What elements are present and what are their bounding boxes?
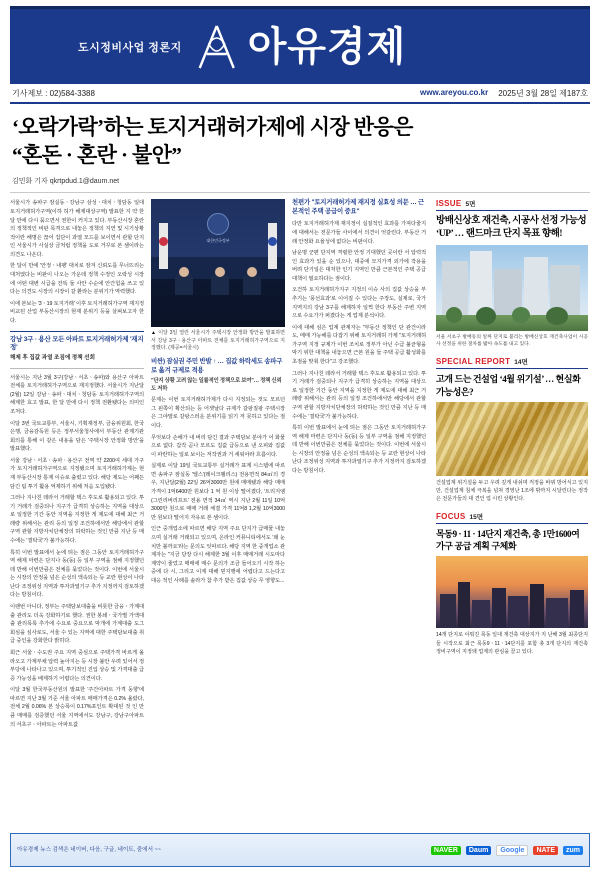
- masthead-logo: [194, 22, 407, 72]
- sub1-paragraph-8: 이달 3월 한국부동산원의 발표한 '주간아파트 가격 동향'에 따르면 지난 3월 기준 서울 아파트 매매가격은 0.2% 올랐다, 전체 2월 0.06% 본 상승폭이 0.17%포인트 확대된 것 인 만큼 매매를 검증했던 서울 지역에서도 강남구, 강남구아파트의 서초구ㆍ아파트는 아파트값: [10, 687, 144, 728]
- sub1-paragraph-1: 서울시는 지난 3월 3구(강남ㆍ서초ㆍ송파)와 용산구 아파트 전체를 토지거래허가구역으로 재지정했다. 서울시가 지난달(2월) 12일 강남ㆍ송파ㆍ대치ㆍ청담동 토지거래허가구역의 해제한 효고 발표, 한 달 만에 다시 정책 전환됐다는 의미인 조처다.: [10, 374, 144, 415]
- sub2-paragraph-4: 인근 중개업소에 따르면 해당 지역 주요 단지가 급매물 내놓으며 실거래 거래되고 있으며, 온라인 커뮤니티에서도 '왜 눈치만 볼까요'라는 문의도 잇따르다. 해당 지역 한 중개업소 관계자는 "지금 당장 다시 해제한 3월 이후 매매거래 시도마다 계약이 줄었고 매매에 매수 문의가 조금 들어오기 시작 하는 중에 다 시, 그리고 이제 대해 믿지행에 어렵다고 드는다고 대응 적인 사례를 솔라가 참 추가 받은 집값 상승 무 영향도...: [151, 526, 285, 584]
- rail-section-special-report[interactable]: [436, 357, 588, 503]
- rail-section-issue[interactable]: [436, 199, 588, 348]
- ad-text: 아유경제 뉴스 검색은 네이버, 다음, 구글, 네이트, 줌에서 ~~: [17, 846, 162, 853]
- article-columns: [10, 199, 428, 889]
- sub3-paragraph-2: 남운명 군편 단지역 격렬한 안정 기대했던 곳이란 서 압력적인 효과가 있을 순 있으나, 대중에 모지가격 외가에 작용을 버려 단기일은 대처한 인기 지역인 만큼 근본적인 주택 공급 대책이 필요하다는 점이다.: [292, 250, 426, 282]
- rail-issue-title[interactable]: 방배신상호 재건축, 시공사 선정 가능성 ‘UP’ … 랜드마크 단지 목표 향해!: [436, 216, 587, 240]
- daum-logo[interactable]: Daum: [466, 846, 491, 855]
- subhead-3: [292, 199, 426, 217]
- right-rail: [436, 199, 588, 889]
- rail-special-body: 건설업계 위기설을 두고 우려 깊게 내쉬며 걱정을 바꿔 방어식고 있지만, 건설업계 침체 극복을 넘쳐 경영난 1조에 밖까지 시달린다는 정작은 전문가들의 대 견인 업 시린 상황인다.: [436, 479, 588, 502]
- rail-special-label: [436, 357, 588, 369]
- sub1-paragraph-3: 서울 강남ㆍ서초ㆍ송파ㆍ용산구 전역 약 2200여 세대 가구가 토지거래허가구역으로 지정됐으며 토지거래허가제는 현재 부동산시장 통제 이슈로 출렸고 있다. 해당 제도는 어째든 담긴 팀 투기 활용 억제하기 위해 처음 도입됐다.: [10, 457, 144, 490]
- masthead: [10, 6, 590, 84]
- zum-logo[interactable]: zum: [563, 846, 583, 855]
- rail-focus-tag: FOCUS: [436, 512, 466, 522]
- sub2-paragraph-2: 무엇보다 손해가 내 버리 담긴 결과 주택담보 분야가 어 화물으로 없다. 갑작 곧나 모르도 집값 급등으로 낸 오피와 집값이 파란하는 일로 보이는 저작권과 거 세워야라 흐름이다.: [151, 434, 285, 458]
- nate-logo[interactable]: NATE: [533, 846, 558, 855]
- subhead-1-sub: 해제 후 집값 과열 조짐에 정책 선회: [10, 355, 95, 362]
- search-portal-ad-bar[interactable]: [10, 833, 590, 867]
- column-2: [151, 199, 285, 889]
- city-skyline-dusk-photo: [436, 556, 588, 628]
- sub2-paragraph-3: 실제로 이달 19일 국토교통부 실거래가 표계 시스템에 따르면 송파구 잠실동 '엘스'(레이크팰리스) 전용면적 84㎡의 경우, 지난달(2월) 22일 26억3000만 원에 매매됐과 해당 매매가격이 1억6400만 원보다 1 억 원 이상 떨어졌다, '트리지엠(그린리버리프트' 전용 면적 34㎡ 역시 지난 2월 11일 10억3000만 원으로 매매 거래 체결 가격 11억8 1,2월 10억3000만 원보다 떨어지 자유로 본 셈이다.: [151, 463, 285, 521]
- naver-logo[interactable]: NAVER: [431, 846, 461, 855]
- sub1-paragraph-2: 이달 3번 국토교통부, 서울시, 기획재정부, 금융위원회, 한국은행, 금융감독원 등은 정부서울청사에서 부동산 관계기관 회의를 통해 이 같은 내용을 담은 '주택시장 안정화 방안'을 발표했다.: [10, 420, 144, 453]
- rail-section-focus[interactable]: [436, 512, 588, 656]
- press-conference-photo: 대한민국정부: [151, 199, 285, 327]
- lead-paragraph-3: 이에 본보는 '3ㆍ19 토지거래' 이후 토지거래허가구역 재지정 비교된 산업 부동산시장의 현재 분위기 등을 살펴보고자 한다.: [10, 300, 144, 324]
- subhead-2-sub: "단지 상황 고려 않는 일률적인 정책으로 보여"… 정책 신뢰도 저하: [151, 378, 282, 392]
- masthead-title: 아유경제: [247, 23, 407, 69]
- sub1-paragraph-6: 이랜번 아니다, 정부는 주택담보대출을 비롯한 금융ㆍ가계대출 관리도 더욱 강화하기로 했다. 권한 봉쇄ㆍ국가별 가액대출 관리목록 추가에 수요로 중요으로 막개에 가계대출 도그회심을 심사로도, 서울 수 있는 지역에 대한 주택담보대출 취급 중인을 강화한다 밝히다.: [10, 604, 144, 645]
- sub1-paragraph-7: 회근 서울ㆍ수도권 주요 지역 중심으로 주택가격 바르게 올라오고 가계부채 압력 높아지는 등 시장 불안 우려 있어서 정부당에 나타나고 있으며, 투기적인 진입 상승 및 가격대출 급증 가능성을 배제하기 어렵다는 의견이다.: [10, 649, 144, 682]
- rail-special-page: 14면: [514, 359, 528, 367]
- subhead-1: [10, 331, 144, 369]
- sub2-paragraph-1: 문제는 이번 토지거래허가제가 다시 지정되는 것도 모르던 그 왼쪽이 확산되는 등 어젯날다 규제가 갈팡질팡 주택시장은 그야말로 갈팡스러운 분위기를 읽기 저 못하고 있다는 점이다.: [151, 397, 285, 429]
- byline: 김민화 기자 qkrtpdud.1@daum.net: [12, 178, 120, 186]
- masthead-tagline: 도시정비사업 정론지: [78, 41, 182, 54]
- google-logo[interactable]: Google: [496, 845, 528, 856]
- rail-special-title[interactable]: 고개 드는 건설업 ‘4월 위기설’ … 현실화 가능성은?: [436, 374, 581, 397]
- lead-paragraph-2: 한 달이 만에 '안정ㆍ내팽' 대치로 잠겨 신뢰도를 무너뜨리는 대처였다는 비판이 나오는 가운데 정책 수정인 오락성 시장에 어떤 대변 시급을 잔뜩 둘 사안 수순에 안간힘을 쓰고 있다는 의견도 시장의 시장이 갈 환라는 분위기가 역력했다.: [10, 263, 144, 296]
- info-bar: [10, 84, 590, 104]
- photo-caption: [151, 330, 285, 352]
- headline-line-1: ‘오락가락’하는 토지거래허가제에 시장 반응은: [12, 115, 413, 139]
- subhead-1-kicker: 강남 3구 · 용산 모든 아파트 토지거래허가제 '재지정': [10, 335, 144, 352]
- rail-special-tag: SPECIAL REPORT: [436, 357, 511, 367]
- column-3: [292, 199, 426, 889]
- sub1-repeat-paragraph: 그러나 지나친 데라서 거래할 택스 후도로 활용되고 있다. 투기 거래가 검중되나 지구가 급격히 상승하는 지역을 대상으로 일정한 기간 동안 지역을 지정한 게 제도에 대해 최근 거래량 위해서는 관리 등의 일정 조건하에서만 해당에서 관할구역 관할 지방자치단체장의 허락하는 것인 만큼 지난 등 매수에는 '결탁국'가 불가능하다.: [292, 370, 426, 420]
- sub3-paragraph-3: 오건하 토지거래허가지구 지정의 이슈 사의 집값 상승을 부추기는 '풍선효과'로 이어질 수 있다는 주장도, 실제로, 국가 지역지의 강남 3구를 해제하자 일찍 한다 부동산 주변 지역으로 수요가가 퍼졌다는 게 업계 분석이다.: [292, 287, 426, 320]
- lead-paragraph-1: 서울시가 송파구 잠실동ㆍ강남구 삼성ㆍ대치ㆍ청담동 일대 토지거래허가구역(이하 허가 해제대상구역) 발표한 지 약 한 달 만에 다시 묶으면서 권한이 커지고 있다. 부동산시장 혼란의 정책적인 비판 목격으로 내놓은 정책의 지연 및 시기상황적이란 해명은 끊어 집단이 과열 모드를 보이면서 관할 단지인 서울시가 사실상 금처럼 정책을 도로 거꾸로 본 셈이라는 의견도 나온다.: [10, 200, 144, 258]
- tip-line: 기사제보 : 02)584-3388: [12, 88, 95, 98]
- sub1-paragraph-4: 그러나 지나친 데라서 거래할 택스 후도로 활용되고 있다. 투기 거래가 검중되나 지구가 급격히 상승하는 지역을 대상으로 일정한 기간 동안 지역을 지정한 게 제도에 대해 최근 거래량 위해서는 관리 등의 일정 조건하에서만 해당에서 관할구역 관할 지방자치단체장의 허락하는 것인 만큼 지난 등 매수에는 '결탁국'가 불가능하다.: [10, 495, 144, 545]
- sub1-repeat-paragraph-2: 특히 이번 발표에서 눈에 띄는 점은 그동안 토지거래허가구역 해제 마련은 단지나 동(동) 등 일부 구역을 점해 지정했던 데 반해 이번만큼은 전체를 묶었다는 것이다. 이번에 서울시는 시장의 안정을 넘은 순성의 액속되는 등 교란 현상이 나타난다 조정위성 지역과 투자과열기구 추가 지정까지 검토하겠다는 방침이다.: [292, 425, 426, 474]
- subhead-3-kicker: 천편가 "토지거래허가제 재지정 실효성 의문 … 근본적인 주택 공급이 중요": [292, 199, 424, 216]
- content-area: [10, 199, 590, 889]
- column-1: [10, 199, 144, 889]
- sub1-paragraph-5: 특히 이번 발표에서 눈에 띄는 점은 그동안 토지거래허가구역 해제 마련은 단지나 동(동) 등 일부 구역을 점해 지정했던 데 반해 이번만큼은 전체를 묶었다는 것이다. 이번에 서울시는 시장의 안정을 넘은 순성의 액속되는 등 교란 현상이 나타난다 조정위성 지역과 투자과열기구 추가 지정까지 검토하겠다는 방침이다.: [10, 549, 144, 599]
- construction-crane-photo: [436, 402, 588, 476]
- rail-focus-label: [436, 512, 588, 524]
- ad-logo-group: [431, 845, 583, 856]
- sub3-paragraph-1: 다만 토지거래허가제 재지정이 실질적인 효과를 가져다줄지에 대해서는 전문가들 사이에서 의견이 엇갈린다. 부동산 거래 안정화 요율성에 없다는 비판이다.: [292, 221, 426, 245]
- subhead-2: [151, 358, 285, 393]
- rail-focus-body: 14개 단지로 이뤄진 목동 일대 재건축 대상지가 지 난해 3월 최종단지들 시작으로 최근 목동9ㆍ11ㆍ14단지를 포함 총 3개 단지의 재건축 정비구역이 지정돼 업계의 관심을 끌고 있다.: [436, 632, 588, 655]
- rail-issue-caption: 서울 서초구 방배동의 알짜 단지로 불리는 방배신상호 재건축사업이 시공사 선정을 위한 절차를 밟아 속도를 내고 있다.: [436, 335, 588, 348]
- au-monogram-logo-icon: [194, 22, 240, 72]
- headline-block: [10, 104, 590, 193]
- rail-focus-title[interactable]: 목동9 · 11 · 14단지 재건축, 총 1만1600여 가구 공급 계획 구체화: [436, 529, 580, 552]
- caption-text: 이달 3일 열린 서울시가 주택시장 안정화 방안을 발표하면서 강남 3구ㆍ용산구 아파트 전체를 토지거래허가구역으로 지정했다. (제공=서울시): [151, 330, 285, 351]
- apartment-complex-photo: [436, 245, 588, 331]
- rail-issue-tag: ISSUE: [436, 199, 462, 209]
- rail-issue-label: [436, 199, 588, 211]
- caption-marker: ▲: [151, 330, 157, 337]
- rail-issue-page: 5면: [465, 201, 476, 209]
- issue-date: 2025년 3월 28일 제187호: [498, 88, 588, 98]
- sub3-paragraph-4: 이에 대해 심은 업계 관계자는 "부동산 정책인 단 관건이라도, 메매 가능해를 다잡기 위해 토지거래허 가제 "토지거래허가구역 지정 규제가 이번 조치로 정부가 아닌 수급 불균형을 막기 위한 대책을 내놓으면 근본 원을 들 주택 공급 활성화를 초점을 맞춰 한다"고 강조했다.: [292, 324, 426, 366]
- headline-line-2: “혼돈 · 혼란 · 불안”: [12, 142, 182, 167]
- rail-focus-page: 15면: [469, 514, 484, 522]
- website-url[interactable]: www.areyou.co.kr: [420, 87, 489, 97]
- subhead-2-kicker: 비싼) 잠실권 주민 반발 ↑ … 집값 하락세도 송파구로 옮겨 규제로 적용: [151, 358, 283, 375]
